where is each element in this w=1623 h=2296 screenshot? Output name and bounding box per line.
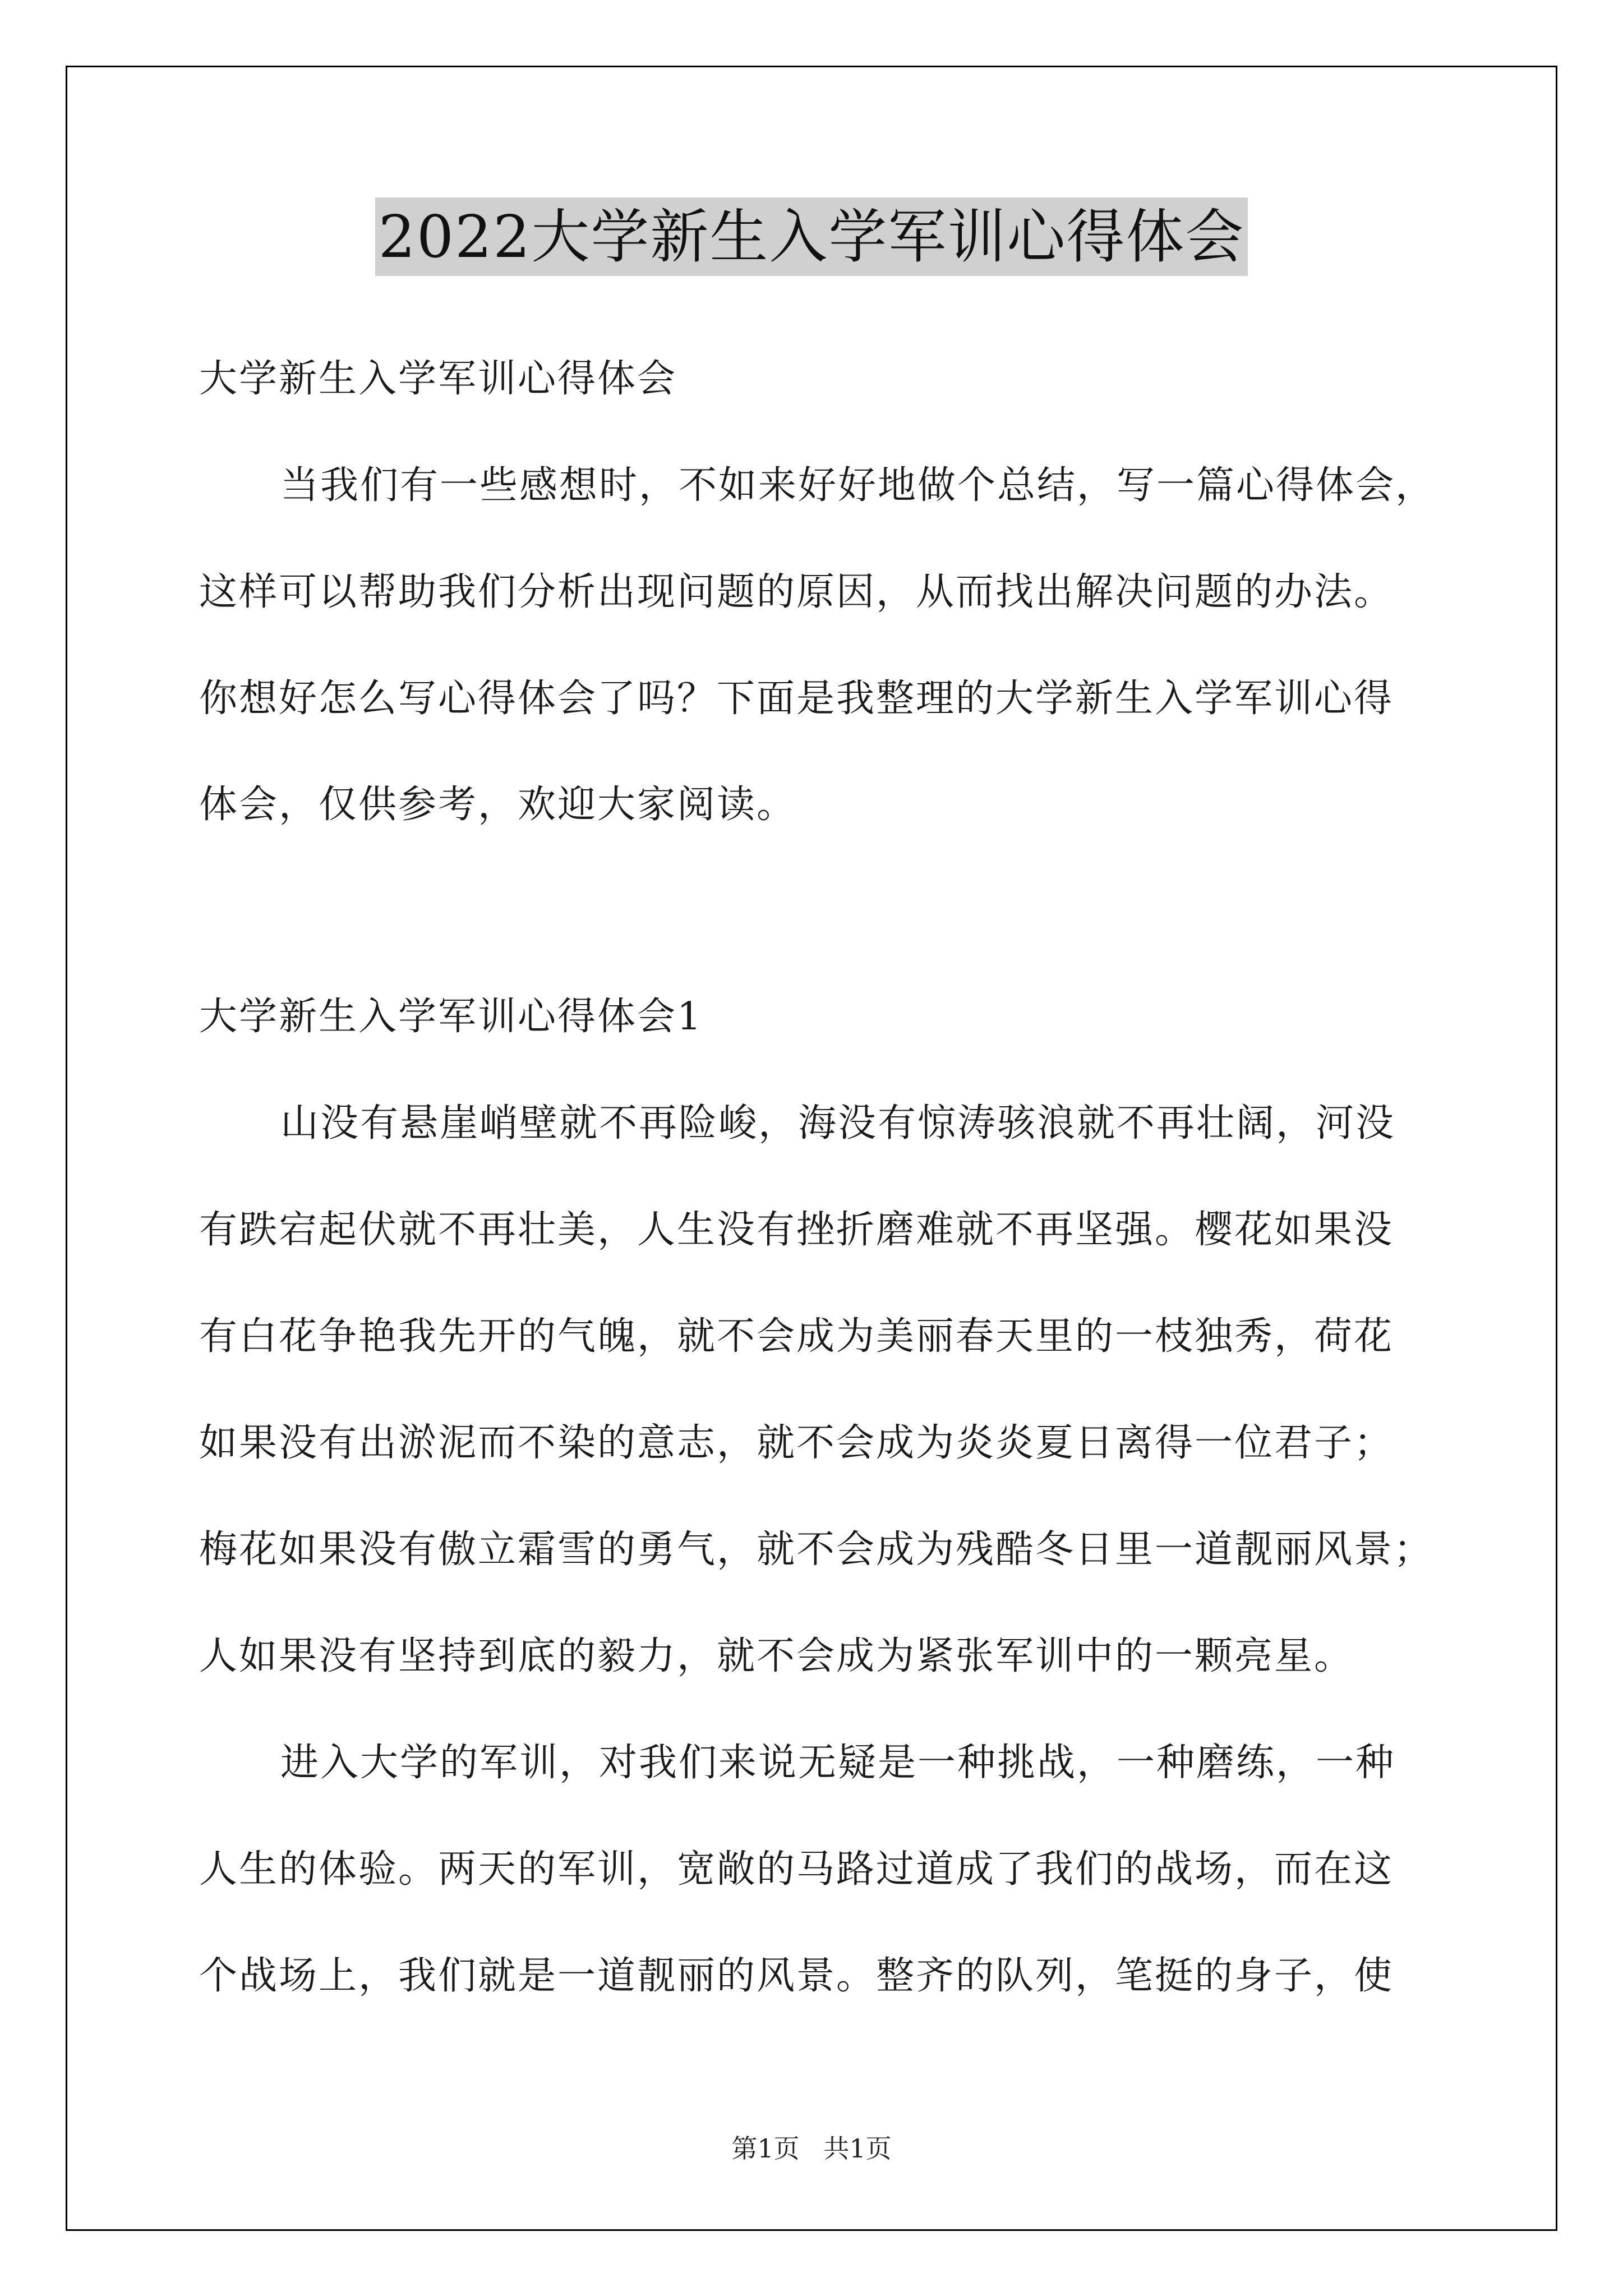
- paragraph2-line-2: 人生的体验。两天的军训，宽敞的马路过道成了我们的战场，而在这: [199, 1847, 1394, 1892]
- subtitle: 大学新生入学军训心得体会: [199, 357, 677, 401]
- document-title: 2022大学新生入学军训心得体会: [375, 197, 1248, 276]
- paragraph1-line-4: 如果没有出淤泥而不染的意志，就不会成为炎炎夏日离得一位君子；: [199, 1421, 1394, 1465]
- page-footer: [0, 2132, 1623, 2165]
- intro-line-3: 你想好怎么写心得体会了吗？下面是我整理的大学新生入学军训心得: [199, 677, 1394, 721]
- page-total: 共1页: [823, 2133, 892, 2164]
- page-number: 第1页: [731, 2133, 800, 2164]
- paragraph1-line-2: 有跌宕起伏就不再壮美，人生没有挫折磨难就不再坚强。樱花如果没: [199, 1208, 1394, 1252]
- paragraph1-line-5: 梅花如果没有傲立霜雪的勇气，就不会成为残酷冬日里一道靓丽风景；: [199, 1527, 1434, 1572]
- paragraph1-line-6: 人如果没有坚持到底的毅力，就不会成为紧张军训中的一颗亮星。: [199, 1634, 1354, 1678]
- paragraph2-line-1: 进入大学的军训，对我们来说无疑是一种挑战，一种磨练，一种: [280, 1741, 1396, 1785]
- paragraph1-line-1: 山没有悬崖峭壁就不再险峻，海没有惊涛骇浪就不再壮阔，河没: [280, 1101, 1396, 1145]
- section-heading: 大学新生入学军训心得体会1: [199, 995, 703, 1039]
- paragraph1-line-3: 有白花争艳我先开的气魄，就不会成为美丽春天里的一枝独秀，荷花: [199, 1314, 1394, 1359]
- title-container: [0, 197, 1623, 276]
- intro-line-1: 当我们有一些感想时，不如来好好地做个总结，写一篇心得体会，: [280, 463, 1436, 508]
- intro-line-2: 这样可以帮助我们分析出现问题的原因，从而找出解决问题的办法。: [199, 570, 1394, 614]
- paragraph2-line-3: 个战场上，我们就是一道靓丽的风景。整齐的队列，笔挺的身子，使: [199, 1954, 1394, 1998]
- intro-line-4: 体会，仅供参考，欢迎大家阅读。: [199, 783, 797, 827]
